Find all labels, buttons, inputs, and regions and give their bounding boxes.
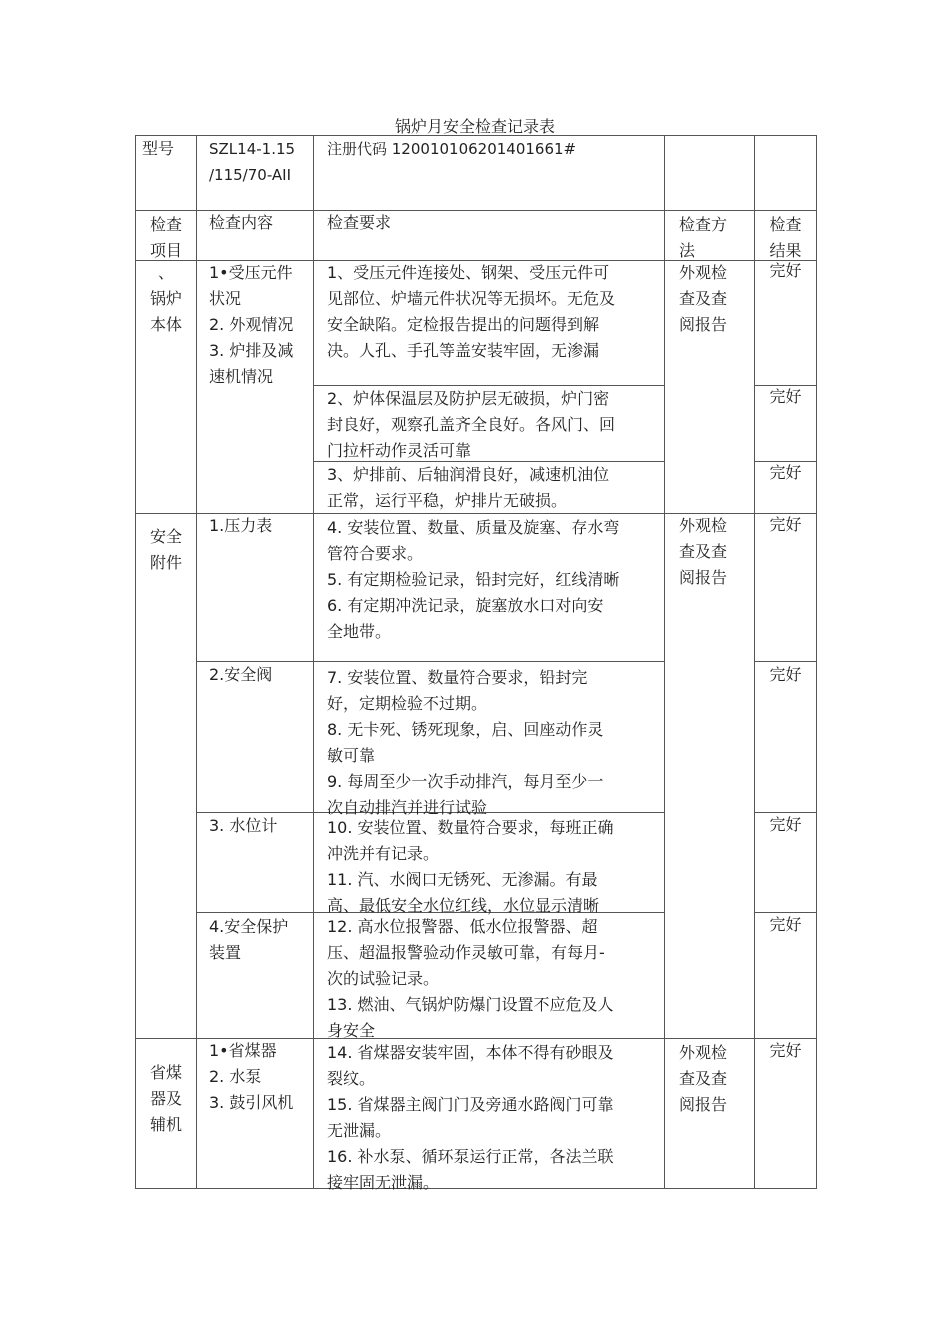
requirement-text: 7. 安装位置、数量符合要求，铅封完 好，定期检验不过期。 8. 无卡死、锈死现象，启、回座动作灵 敏可靠 9. 每周至少一次手动排汽，每月至少一 次自动排汽并进行试验: [327, 668, 604, 817]
section-content-economizer-auxiliaries: 1•省煤器 2. 水泵 3. 鼓引风机: [209, 1041, 294, 1112]
requirement-text: 4. 安装位置、数量、质量及旋塞、存水弯 管符合要求。 5. 有定期检验记录，铅封完好，红线清晰 6. 有定期冲洗记录，旋塞放水口对向安 全地带。: [327, 518, 620, 641]
requirement-text: 14. 省煤器安装牢固，本体不得有砂眼及 裂纹。 15. 省煤器主阀门门及旁通水路阀门可靠 无泄漏。 16. 补水泵、循环泵运行正常，各法兰联 接牢固无泄漏。: [327, 1043, 614, 1192]
result-value: 完好: [769, 463, 802, 482]
result-value: 完好: [769, 515, 802, 534]
requirement-text: 10. 安装位置、数量符合要求，每班正确 冲洗并有记录。 11. 汽、水阀口无锈死、无渗漏。有最 高、最低安全水位红线，水位显示清晰: [327, 818, 614, 915]
requirement-text: 12. 高水位报警器、低水位报警器、超 压、超温报警验动作灵敏可靠，有每月- 次的试验记录。 13. 燃油、气锅炉防爆门设置不应危及人 身安全: [327, 917, 614, 1040]
check-content-water-level-gauge: 3. 水位计: [209, 816, 278, 835]
check-content-safety-protection: 4.安全保护 装置: [209, 917, 289, 962]
inspection-method: 外观检 查及查 阅报告: [679, 516, 728, 587]
registration-code: 注册代码 120010106201401661#: [327, 140, 577, 158]
header-item: 检查 项目: [149, 215, 182, 260]
section-item-safety-accessories: 安全 附件: [149, 527, 182, 572]
header-result: 检查 结果: [769, 215, 802, 260]
requirement-text: 1、受压元件连接处、钢架、受压元件可 见部位、炉墙元件状况等无损坏。无危及 安全缺陷。定检报告提出的问题得到解 决。人孔、手孔等盖安装牢固，无渗漏: [327, 263, 616, 360]
result-value: 完好: [769, 387, 802, 406]
section-item-economizer-auxiliaries: 省煤 器及 辅机: [149, 1063, 182, 1134]
column-divider: [313, 135, 314, 1189]
section-item-boiler-body: 、 锅炉 本体: [149, 263, 182, 334]
requirement-text: 3、炉排前、后轴润滑良好，减速机油位 正常，运行平稳，炉排片无破损。: [327, 465, 610, 510]
model-label: 型号: [142, 139, 175, 158]
check-content-pressure-gauge: 1.压力表: [209, 516, 273, 535]
result-value: 完好: [769, 261, 802, 280]
inspection-method: 外观检 查及查 阅报告: [679, 263, 728, 334]
header-method: 检查方 法: [679, 215, 728, 260]
result-value: 完好: [769, 815, 802, 834]
result-value: 完好: [769, 665, 802, 684]
column-divider: [196, 135, 197, 1189]
result-value: 完好: [769, 915, 802, 934]
result-value: 完好: [769, 1041, 802, 1060]
model-number: SZL14-1.15 /115/70-AII: [209, 140, 296, 184]
inspection-method: 外观检 查及查 阅报告: [679, 1043, 728, 1114]
requirement-text: 2、炉体保温层及防护层无破损，炉门密 封良好，观察孔盖齐全良好。各风门、回 门拉杆动作灵活可靠: [327, 389, 616, 460]
section-content-boiler-body: 1•受压元件 状况 2. 外观情况 3. 炉排及减 速机情况: [209, 263, 294, 386]
check-content-safety-valve: 2.安全阀: [209, 665, 273, 684]
header-requirement: 检查要求: [327, 213, 392, 232]
header-content: 检查内容: [209, 213, 274, 232]
table-border-right: [816, 135, 817, 1189]
column-divider: [664, 135, 665, 1189]
document-title: 锅炉月安全检查记录表: [394, 117, 555, 136]
